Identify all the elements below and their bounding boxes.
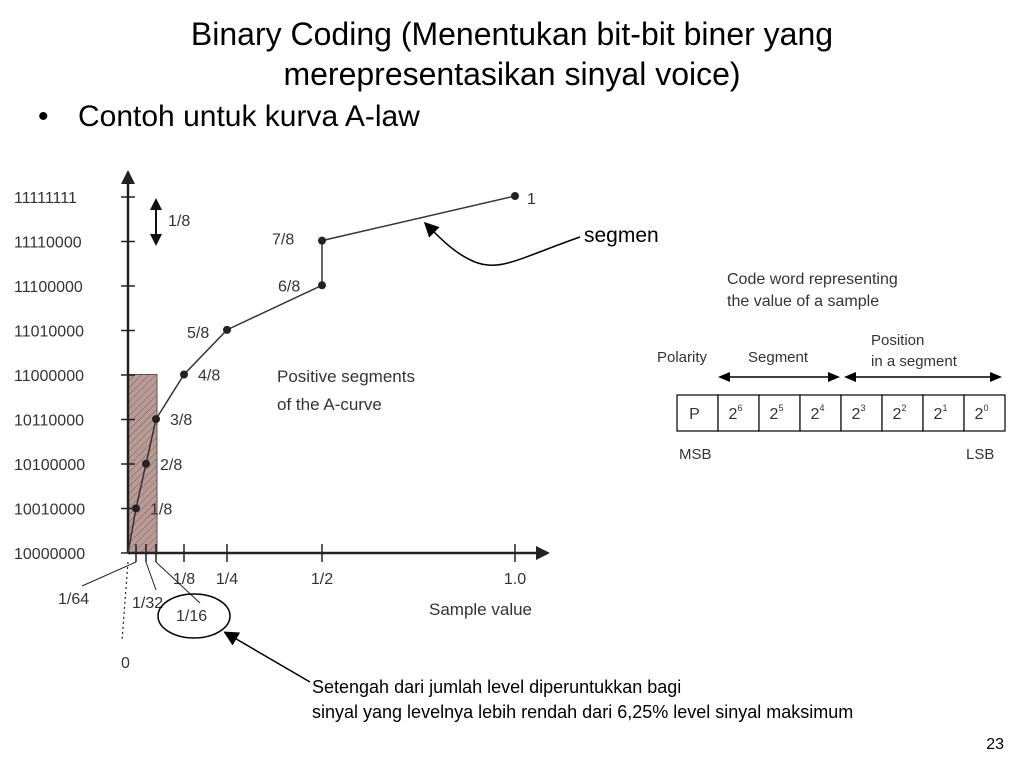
step-label: 1/8 xyxy=(168,213,191,230)
position-span-right-arrow-icon xyxy=(990,372,1002,382)
origin-dotted-leader xyxy=(122,562,128,640)
step-down-arrow-icon xyxy=(150,234,162,246)
curve-point xyxy=(223,326,231,334)
step-up-arrow-icon xyxy=(150,198,162,210)
y-tick-group xyxy=(14,190,135,563)
curve-point xyxy=(152,415,160,423)
y-tick-label: 11111111 xyxy=(14,190,77,207)
position-label-line2: in a segment xyxy=(871,353,957,370)
note-line1: Setengah dari jumlah level diperuntukkan bagi xyxy=(312,677,682,697)
x-axis-label: Sample value xyxy=(429,600,533,619)
y-tick-label: 10110000 xyxy=(14,412,84,430)
x-small-tick-label: 1/32 xyxy=(132,595,164,612)
codeword-cell-text: $2^5$ xyxy=(769,403,784,423)
y-tick-label: 11110000 xyxy=(14,234,82,252)
curve-point xyxy=(511,192,519,200)
x-small-tick-leader xyxy=(82,562,136,586)
page-number: 23 xyxy=(986,736,1004,753)
x-tick-label: 1/8 xyxy=(172,571,196,588)
annotation-line2: of the A-curve xyxy=(277,395,382,414)
msb-label: MSB xyxy=(679,446,712,463)
segment-span-left-arrow-icon xyxy=(718,372,730,382)
x-tick-group xyxy=(173,544,526,588)
y-axis-arrow-icon xyxy=(121,170,135,184)
lsb-label: LSB xyxy=(966,446,995,463)
y-tick-label: 10100000 xyxy=(14,457,86,474)
curve-point-label: 4/8 xyxy=(198,367,221,385)
curve-point xyxy=(142,460,150,468)
position-label-line1: Position xyxy=(871,332,925,349)
curve-point xyxy=(318,237,326,245)
codeword-cell xyxy=(759,395,800,431)
y-tick-label: 11010000 xyxy=(14,323,84,341)
y-tick-label: 10010000 xyxy=(14,501,86,519)
codeword-title-line2: the value of a sample xyxy=(727,293,880,310)
segmen-pointer-arrow xyxy=(426,224,580,265)
x-tick-label: 1.0 xyxy=(503,571,527,588)
y-tick-label: 11000000 xyxy=(14,368,84,385)
curve-point-label: 3/8 xyxy=(170,412,193,430)
segment-span-right-arrow-icon xyxy=(828,372,840,382)
codeword-cell-text: $2^1$ xyxy=(933,403,948,423)
slide-title-line2: merepresentasikan sinyal voice) xyxy=(283,56,741,92)
curve-point-label: 2/8 xyxy=(160,456,183,474)
codeword-cell xyxy=(964,395,1005,431)
codeword-cell xyxy=(923,395,964,431)
codeword-diagram xyxy=(657,271,1005,463)
x-small-tick-label: 1/64 xyxy=(58,591,90,608)
note-text xyxy=(312,675,853,725)
position-span-left-arrow-icon xyxy=(844,372,856,382)
curve-point xyxy=(132,504,140,512)
note-line2: sinyal yang levelnya lebih rendah dari 6,25% level sinyal maksimum xyxy=(312,702,854,722)
codeword-cell-text: $2^0$ xyxy=(974,403,989,423)
note-pointer-arrow xyxy=(226,633,310,682)
polarity-label: Polarity xyxy=(657,349,708,366)
curve-point-label: 1 xyxy=(527,191,536,208)
curve-point-label: 1/8 xyxy=(150,501,173,519)
codeword-cell-text: $2^6$ xyxy=(728,403,743,423)
annotation-line1: Positive segments xyxy=(277,367,415,386)
origin-label: 0 xyxy=(121,655,130,672)
codeword-cell xyxy=(882,395,923,431)
curve-point-label: 7/8 xyxy=(272,231,295,249)
codeword-cell-text: $2^4$ xyxy=(810,403,825,423)
codeword-cell xyxy=(800,395,841,431)
codeword-cell xyxy=(841,395,882,431)
x-axis-arrow-icon xyxy=(536,546,550,560)
codeword-cell-text: $2^3$ xyxy=(851,403,866,423)
curve-point xyxy=(318,281,326,289)
x-tick-label: 1/4 xyxy=(215,571,239,588)
codeword-cells xyxy=(677,395,1005,431)
x-small-tick-label: 1/16 xyxy=(176,608,208,625)
segmen-label: segmen xyxy=(584,224,659,247)
codeword-cell xyxy=(718,395,759,431)
x-small-tick-leader xyxy=(146,562,156,590)
y-tick-label: 10000000 xyxy=(14,546,86,563)
bullet-text: Contoh untuk kurva A-law xyxy=(78,100,420,133)
slide-title-line1: Binary Coding (Menentukan bit-bit biner yang xyxy=(190,16,834,52)
segment-label: Segment xyxy=(748,349,809,366)
curve-point-label: 6/8 xyxy=(278,278,301,296)
curve-point-label: 5/8 xyxy=(187,324,210,342)
curve-point xyxy=(180,371,188,379)
x-tick-label: 1/2 xyxy=(310,571,334,588)
codeword-title-line1: Code word representing xyxy=(727,271,898,288)
codeword-cell-text: P xyxy=(689,406,700,423)
a-law-chart xyxy=(14,170,550,672)
bullet-dot-icon: • xyxy=(38,100,49,133)
y-tick-label: 11100000 xyxy=(14,279,83,296)
codeword-cell-text: $2^2$ xyxy=(892,403,907,423)
